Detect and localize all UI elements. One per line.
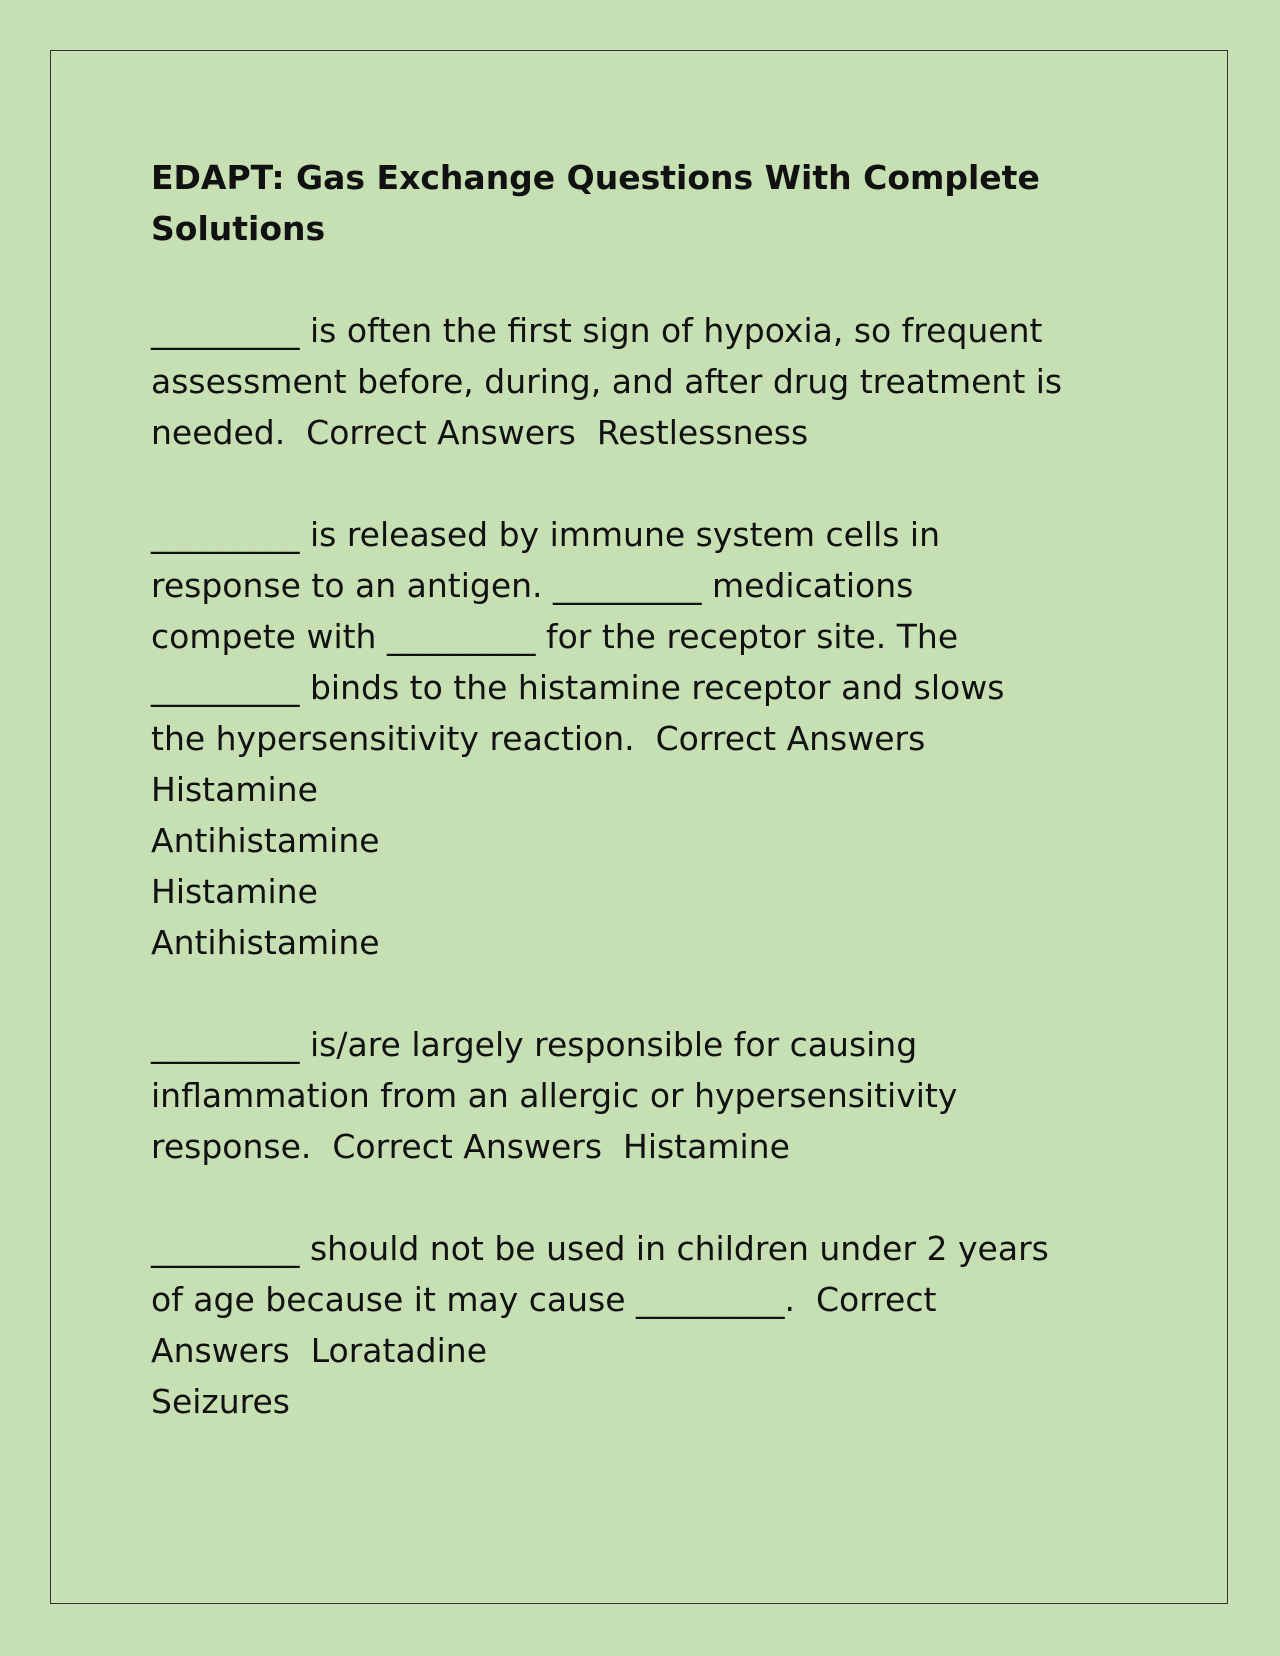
question-line: _________ is/are largely responsible for causing <box>151 1025 918 1064</box>
paragraph-spacer <box>151 1172 1062 1223</box>
question-line: _________ binds to the histamine receptor and slows <box>151 668 1005 707</box>
question-line: _________ should not be used in children under 2 years <box>151 1229 1049 1268</box>
question-line: the hypersensitivity reaction. Correct Answers <box>151 719 926 758</box>
question-block <box>151 305 1062 458</box>
title-line: EDAPT: Gas Exchange Questions With Complete <box>151 158 1040 197</box>
question-line: Histamine <box>151 872 318 911</box>
paragraph-spacer <box>151 254 1062 305</box>
question-line: inflammation from an allergic or hypersensitivity <box>151 1076 958 1115</box>
question-line: _________ is often the first sign of hypoxia, so frequent <box>151 311 1043 350</box>
document-body <box>151 152 1062 1427</box>
question-block <box>151 1223 1062 1427</box>
question-line: of age because it may cause _________. Correct <box>151 1280 937 1319</box>
document-title <box>151 152 1062 254</box>
question-line: compete with _________ for the receptor site. The <box>151 617 959 656</box>
paragraph-spacer <box>151 458 1062 509</box>
question-line: _________ is released by immune system cells in <box>151 515 941 554</box>
title-line: Solutions <box>151 209 326 248</box>
question-line: Answers Loratadine <box>151 1331 487 1370</box>
question-line: Antihistamine <box>151 821 380 860</box>
question-line: response. Correct Answers Histamine <box>151 1127 790 1166</box>
question-line: assessment before, during, and after drug treatment is <box>151 362 1063 401</box>
question-line: needed. Correct Answers Restlessness <box>151 413 809 452</box>
question-block <box>151 509 1062 968</box>
question-line: response to an antigen. _________ medications <box>151 566 914 605</box>
question-line: Histamine <box>151 770 318 809</box>
paragraph-spacer <box>151 968 1062 1019</box>
question-line: Antihistamine <box>151 923 380 962</box>
question-line: Seizures <box>151 1382 290 1421</box>
question-block <box>151 1019 1062 1172</box>
